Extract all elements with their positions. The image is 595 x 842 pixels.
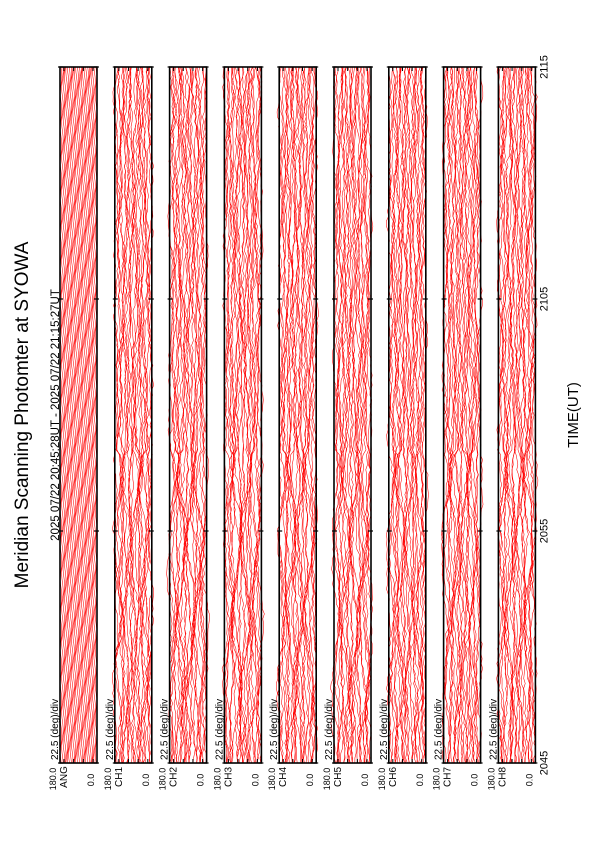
y-bottom-label: 0.0 <box>250 773 261 787</box>
trace-line <box>530 67 538 763</box>
y-bottom-label: 0.0 <box>414 773 425 787</box>
panel-traces <box>276 67 318 763</box>
trace-line <box>467 67 473 763</box>
y-top-label: 180.0 <box>48 767 58 791</box>
x-tick-label: 2105 <box>538 286 551 312</box>
scale-label: 22.5 (deg)/div <box>433 698 445 760</box>
x-tick-label: 2115 <box>538 55 551 79</box>
trace-line <box>467 67 477 763</box>
panel-frame-ticks <box>64 67 93 763</box>
y-bottom-label: 0.0 <box>524 773 535 787</box>
trace-line <box>138 67 144 763</box>
panel-traces <box>441 67 483 763</box>
panel-ch4 <box>267 67 318 790</box>
trace-line <box>147 67 154 763</box>
panel-ch3 <box>212 67 264 790</box>
y-bottom-label: 0.0 <box>195 773 206 787</box>
channel-label: ANG <box>59 766 70 788</box>
channel-label: CH3 <box>223 766 235 788</box>
trace-line <box>88 67 90 763</box>
chart-subtitle: 2025 07/22 20:45:28UT - 2025 07/22 21:15:27UT <box>50 289 62 541</box>
y-top-label: 180.0 <box>212 767 223 791</box>
trace-line <box>302 67 308 763</box>
trace-line <box>175 67 182 763</box>
y-top-label: 180.0 <box>267 767 278 791</box>
y-top-label: 180.0 <box>157 767 168 791</box>
trace-line <box>455 67 462 763</box>
y-top-label: 180.0 <box>486 767 497 791</box>
trace-line <box>467 67 475 763</box>
trace-line <box>84 67 86 763</box>
trace-line <box>416 67 424 763</box>
x-tick-label: 2045 <box>538 750 551 776</box>
y-top-label: 180.0 <box>102 767 113 791</box>
channel-label: CH4 <box>278 766 290 788</box>
panel-ch5 <box>322 67 373 790</box>
y-top-label: 180.0 <box>322 767 332 791</box>
panel-ch7 <box>432 67 483 790</box>
trace-line <box>366 67 373 763</box>
trace-line <box>87 67 89 763</box>
trace-line <box>70 67 72 763</box>
scale-label: 22.5 (deg)/div <box>378 698 390 760</box>
trace-line <box>449 67 454 763</box>
y-bottom-label: 0.0 <box>86 773 96 787</box>
y-top-label: 180.0 <box>376 767 387 791</box>
channel-label: CH5 <box>333 766 344 788</box>
trace-line <box>77 67 79 763</box>
panel-traces <box>60 67 97 763</box>
trace-line <box>308 67 315 763</box>
trace-line <box>78 67 80 763</box>
trace-line <box>173 67 179 763</box>
trace-line <box>398 67 405 763</box>
panel-traces <box>497 67 538 763</box>
y-top-label: 180.0 <box>431 767 442 791</box>
scale-label: 22.5 (deg)/div <box>488 698 500 760</box>
x-tick-label: 2055 <box>538 518 551 544</box>
scale-label: 22.5 (deg)/div <box>159 698 171 760</box>
scale-label: 22.5 (deg)/div <box>324 698 335 760</box>
panel-traces <box>167 67 210 763</box>
scale-label: 22.5 (deg)/div <box>50 698 61 760</box>
y-bottom-label: 0.0 <box>360 773 370 787</box>
panel-traces <box>386 67 428 763</box>
y-bottom-label: 0.0 <box>469 773 480 787</box>
channel-label: CH6 <box>387 766 399 788</box>
channel-label: CH1 <box>113 766 125 788</box>
x-axis-label: TIME(UT) <box>565 382 582 448</box>
channel-label: CH8 <box>497 766 509 788</box>
panel-ch2 <box>158 67 210 790</box>
panel-ch1 <box>103 67 154 790</box>
panel-ch6 <box>377 67 429 790</box>
scale-label: 22.5 (deg)/div <box>269 698 281 760</box>
y-bottom-label: 0.0 <box>140 773 151 787</box>
trace-line <box>69 67 71 763</box>
scale-label: 22.5 (deg)/div <box>214 698 226 760</box>
panel-ch8 <box>486 67 538 790</box>
trace-line <box>67 67 69 763</box>
trace-line <box>312 67 319 763</box>
channel-label: CH2 <box>168 766 180 788</box>
y-bottom-label: 0.0 <box>305 773 316 787</box>
trace-line <box>80 67 82 763</box>
scale-label: 22.5 (deg)/div <box>104 698 116 760</box>
chart-title: Meridian Scanning Photomter at SYOWA <box>12 241 33 589</box>
trace-line <box>349 67 358 763</box>
trace-line <box>76 67 78 763</box>
trace-line <box>94 67 96 763</box>
trace-line <box>286 67 296 763</box>
panel-traces <box>112 67 153 763</box>
channel-label: CH7 <box>442 766 454 788</box>
trace-line <box>85 67 87 763</box>
panel-traces <box>222 67 264 763</box>
panel-traces <box>330 67 372 763</box>
